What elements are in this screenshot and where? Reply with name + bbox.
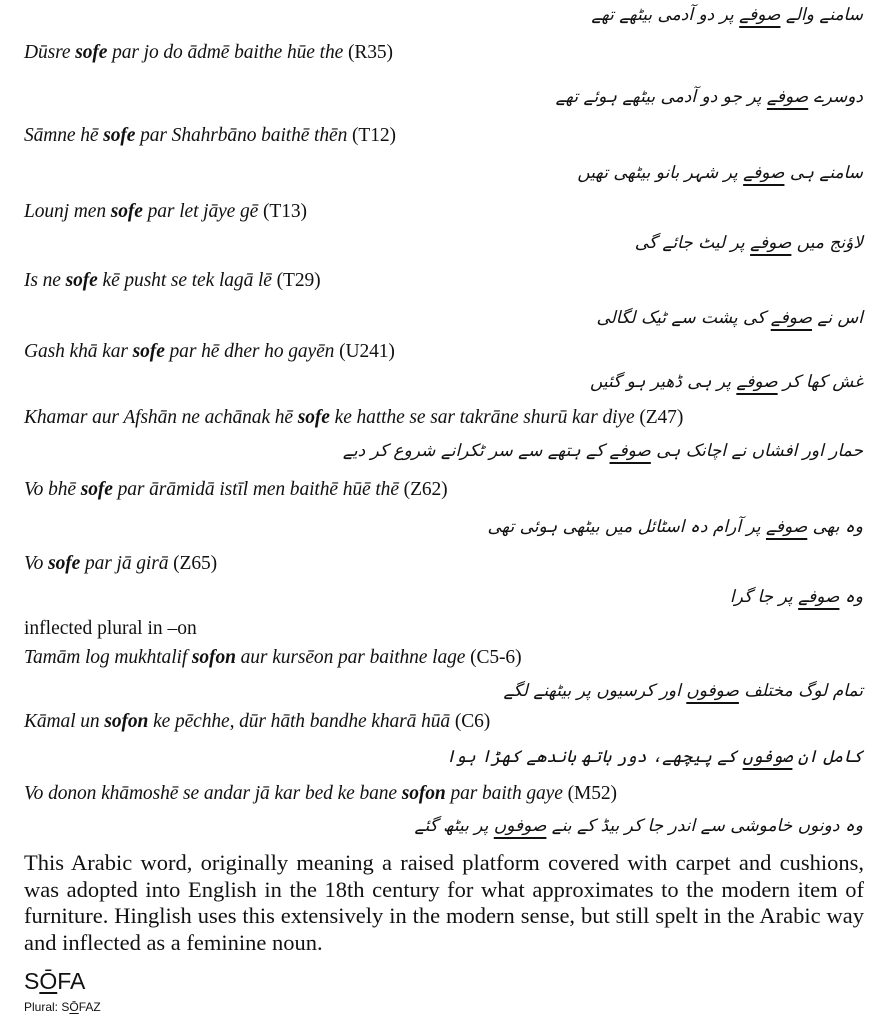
transliteration-line <box>24 125 396 147</box>
urdu-post: پر ہی ڈھیر ہو گئیں <box>589 372 737 392</box>
translit-keyword: sofe <box>110 201 143 222</box>
translit-keyword: sofe <box>80 479 113 500</box>
translit-keyword: sofe <box>65 270 98 291</box>
transliteration-line <box>24 479 448 501</box>
urdu-pre: کامل ان <box>792 747 863 767</box>
translit-keyword: sofon <box>401 783 446 804</box>
translit-keyword: sofe <box>48 553 81 574</box>
urdu-keyword: صوفے <box>765 517 808 537</box>
source-reference: (M52) <box>567 783 617 804</box>
source-reference: (C6) <box>454 711 491 732</box>
urdu-pre: تمام لوگ مختلف <box>738 681 863 701</box>
urdu-keyword: صوفے <box>739 5 781 25</box>
source-reference: (Z65) <box>173 553 218 574</box>
urdu-pre: دوسرے <box>808 87 863 107</box>
translit-post: par let jāye gē <box>142 201 259 222</box>
urdu-keyword: صوفے <box>750 233 792 253</box>
translit-post: kē pusht se tek lagā lē <box>97 270 272 291</box>
urdu-post: پر شہر بانو بیٹھی تھیں <box>577 163 744 183</box>
translit-post: aur kursēon par baithne lage <box>235 647 466 668</box>
transliteration-line <box>24 341 395 363</box>
urdu-line <box>577 162 863 183</box>
transliteration-line <box>24 647 521 669</box>
source-reference: (T29) <box>276 270 321 291</box>
section-label: inflected plural in –on <box>24 618 197 639</box>
urdu-line <box>590 371 863 392</box>
urdu-keyword: صوفے <box>743 163 785 183</box>
translit-keyword: sofon <box>191 647 236 668</box>
urdu-keyword: صوفے <box>766 87 809 107</box>
headword-underlined-vowel: Ō <box>39 968 58 994</box>
urdu-keyword: صوفے <box>770 308 813 328</box>
urdu-keyword: صوفے <box>736 372 778 392</box>
translit-post: par jo do ādmē baithe hūe the <box>107 42 344 63</box>
translit-post: par ārāmidā istīl men baithē hūē thē <box>112 479 399 500</box>
urdu-post: پر جا گرا <box>729 587 799 607</box>
translit-pre: Khamar aur Afshān ne achānak hē <box>24 407 298 428</box>
translit-pre: Kāmal un <box>24 711 105 732</box>
urdu-pre: سامنے ہی <box>784 163 863 183</box>
translit-pre: Dūsre <box>24 42 76 63</box>
headword <box>24 968 85 995</box>
urdu-line <box>635 232 863 253</box>
translit-pre: Is ne <box>24 270 66 291</box>
urdu-post: اور کرسیوں پر بیٹھنے لگے <box>503 681 687 701</box>
translit-pre: Vo bhē <box>24 479 81 500</box>
urdu-post: کے ہتھے سے سر ٹکرانے شروع کر دیے <box>342 441 610 461</box>
source-reference: (C5-6) <box>470 647 522 668</box>
translit-post: ke pēchhe, dūr hāth bandhe kharā hūā <box>148 711 451 732</box>
translit-post: ke hatthe se sar takrāne shurū kar diye <box>329 407 635 428</box>
urdu-post: کے پیچھے، دور ہاتھ باندھے کھڑا ہوا <box>445 747 743 767</box>
transliteration-line <box>24 407 683 429</box>
urdu-pre: وہ بھی <box>807 517 863 537</box>
source-reference: (U241) <box>339 341 395 362</box>
source-reference: (T12) <box>352 125 396 146</box>
urdu-line <box>487 516 863 537</box>
urdu-post: پر بیٹھ گئے <box>414 816 494 836</box>
urdu-pre: وہ دونوں خاموشی سے اندر جا کر بیڈ کے بنے <box>546 816 863 836</box>
urdu-pre: غش کھا کر <box>777 372 863 392</box>
translit-post: par hē dher ho gayēn <box>164 341 335 362</box>
urdu-keyword: صوفوں <box>493 816 547 836</box>
translit-keyword: sofe <box>297 407 330 428</box>
urdu-pre: اس نے <box>812 308 863 328</box>
urdu-pre: سامنے والے <box>780 5 863 25</box>
translit-pre: Sāmne hē <box>24 125 104 146</box>
urdu-line <box>730 586 863 607</box>
translit-post: par baith gaye <box>445 783 563 804</box>
urdu-line <box>596 307 863 328</box>
headword-post: FA <box>57 968 86 994</box>
urdu-line <box>415 815 863 836</box>
translit-post: par jā girā <box>80 553 169 574</box>
plural-post: FAZ <box>78 1000 101 1014</box>
urdu-keyword: صوفے <box>798 587 840 607</box>
urdu-post: کی پشت سے ٹیک لگالی <box>596 308 771 328</box>
urdu-pre: وہ <box>839 587 863 607</box>
translit-pre: Tamām log mukhtalif <box>24 647 192 668</box>
plural-form <box>24 1000 101 1014</box>
translit-post: par Shahrbāno baithē thēn <box>135 125 348 146</box>
translit-pre: Vo <box>24 553 49 574</box>
transliteration-line <box>24 270 321 292</box>
urdu-keyword: صوفے <box>609 441 651 461</box>
urdu-pre: حمار اور افشاں نے اچانک ہی <box>650 441 863 461</box>
transliteration-line <box>24 783 617 805</box>
etymology-paragraph: This Arabic word, originally meaning a raised platform covered with carpet and cushions, was adopted into English in the 18th century for what approximates to the modern item of furniture. Hinglish uses this extensively in the modern sense, but still spelt in the Arabic way and inflected as a feminine noun. <box>24 850 864 955</box>
translit-keyword: sofe <box>75 42 108 63</box>
urdu-keyword: صوفوں <box>742 747 793 767</box>
urdu-post: پر جو دو آدمی بیٹھے ہوئے تھے <box>555 87 767 107</box>
source-reference: (Z62) <box>403 479 448 500</box>
urdu-line <box>556 86 863 107</box>
translit-pre: Lounj men <box>24 201 111 222</box>
source-reference: (Z47) <box>639 407 684 428</box>
translit-keyword: sofe <box>103 125 136 146</box>
plural-underlined-vowel: Ō <box>69 1000 79 1014</box>
plural-pre: S <box>61 1000 70 1014</box>
translit-keyword: sofon <box>104 711 149 732</box>
urdu-pre: لاؤنج میں <box>791 233 863 253</box>
plural-label: Plural: <box>24 1000 62 1014</box>
translit-pre: Gash khā kar <box>24 341 133 362</box>
source-reference: (T13) <box>263 201 307 222</box>
urdu-post: پر لیٹ جائے گی <box>634 233 751 253</box>
headword-pre: S <box>24 968 40 994</box>
urdu-post: پر آرام دہ اسٹائل میں بیٹھی ہوئی تھی <box>487 517 766 537</box>
urdu-post: پر دو آدمی بیٹھے تھے <box>591 5 740 25</box>
urdu-line <box>503 680 863 701</box>
urdu-keyword: صوفوں <box>686 681 739 701</box>
translit-pre: Vo donon khāmoshē se andar jā kar bed ke bane <box>24 783 402 804</box>
urdu-line <box>343 440 863 461</box>
transliteration-line <box>24 711 490 733</box>
urdu-line <box>446 746 863 767</box>
transliteration-line <box>24 201 307 223</box>
transliteration-line <box>24 553 217 575</box>
source-reference: (R35) <box>347 42 393 63</box>
transliteration-line <box>24 42 393 64</box>
urdu-line <box>591 4 863 25</box>
translit-keyword: sofe <box>132 341 165 362</box>
